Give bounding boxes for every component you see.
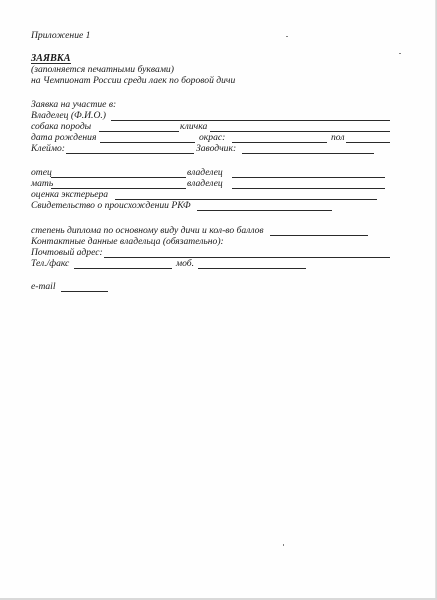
- diploma-label: степень диплома по основному виду дичи и кол-во баллов: [31, 225, 264, 236]
- appendix-label: Приложение 1: [31, 30, 91, 41]
- sex-field[interactable]: [346, 142, 390, 143]
- exterior-label: оценка экстерьера: [31, 189, 109, 200]
- color-field[interactable]: [232, 142, 327, 143]
- sex-label: пол: [331, 132, 345, 143]
- certificate-label: Свидетельство о происхождении РКФ: [31, 200, 191, 211]
- entry-intro: Заявка на участие в:: [31, 99, 117, 110]
- breed-field[interactable]: [99, 131, 179, 132]
- breed-label: собака породы: [31, 121, 92, 132]
- certificate-field[interactable]: [197, 210, 332, 211]
- mobile-field[interactable]: [198, 268, 306, 269]
- nickname-field[interactable]: [210, 131, 390, 132]
- event-name: на Чемпионат России среди лаек по боровой дичи: [31, 75, 236, 86]
- nickname-label: кличка: [180, 121, 208, 132]
- father-field[interactable]: [51, 177, 186, 178]
- form-title: ЗАЯВКА: [31, 53, 71, 64]
- contacts-label: Контактные данные владельца (обязательно):: [31, 236, 224, 247]
- scan-speck: [286, 36, 288, 37]
- email-label: e-mail: [31, 281, 56, 292]
- scan-speck: [283, 544, 284, 546]
- breeder-field[interactable]: [242, 153, 374, 154]
- mother-label: мать: [31, 178, 54, 189]
- father-owner-label: владелец: [187, 167, 223, 178]
- address-field[interactable]: [104, 257, 390, 258]
- address-label: Почтовый адрес:: [31, 247, 103, 258]
- birthdate-label: дата рождения: [31, 132, 97, 143]
- phone-field[interactable]: [74, 268, 172, 269]
- brand-field[interactable]: [66, 153, 194, 154]
- diploma-field[interactable]: [270, 235, 368, 236]
- mobile-label: моб.: [176, 258, 195, 269]
- brand-label: Клеймо:: [31, 143, 65, 154]
- mother-owner-field[interactable]: [232, 188, 385, 189]
- birthdate-field[interactable]: [100, 142, 195, 143]
- owner-label: Владелец (Ф.И.О.): [31, 110, 106, 121]
- scan-speck: [399, 53, 401, 54]
- father-owner-field[interactable]: [232, 177, 385, 178]
- breeder-label: Заводчик:: [196, 143, 237, 154]
- color-label: окрас:: [199, 132, 226, 143]
- owner-field[interactable]: [111, 120, 390, 121]
- mother-owner-label: владелец: [187, 178, 223, 189]
- fill-instruction: (заполняется печатными буквами): [31, 64, 174, 75]
- email-field[interactable]: [61, 291, 108, 292]
- phone-label: Тел./факс: [31, 258, 70, 269]
- father-label: отец: [31, 167, 52, 178]
